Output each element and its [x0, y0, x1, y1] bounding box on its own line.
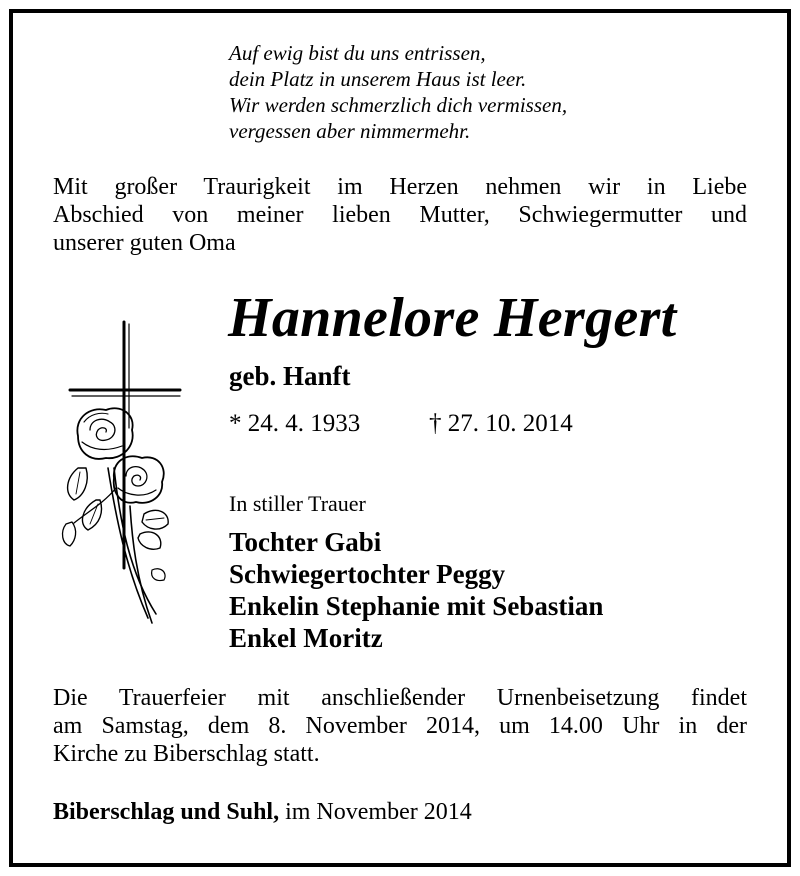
intro-line: Mit großer Traurigkeit im Herzen nehmen wir in Liebe: [53, 174, 747, 200]
poem-line: Wir werden schmerzlich dich vermissen,: [229, 93, 568, 117]
notice-date: im November 2014: [285, 799, 472, 825]
mourner-name: Enkel Moritz: [229, 623, 383, 653]
poem-line: vergessen aber nimmermehr.: [229, 119, 471, 143]
deceased-name: Hannelore Hergert: [228, 287, 677, 349]
birth-date: * 24. 4. 1933: [229, 410, 361, 437]
life-dates: [229, 409, 573, 439]
intro-paragraph: [53, 173, 747, 257]
service-line: am Samstag, dem 8. November 2014, um 14.00 Uhr in der: [53, 713, 747, 739]
service-paragraph: [53, 684, 747, 768]
service-line: Kirche zu Biberschlag statt.: [53, 741, 320, 767]
intro-line: unserer guten Oma: [53, 230, 236, 256]
mourner-name: Enkelin Stephanie mit Sebastian: [229, 591, 604, 621]
maiden-name: geb. Hanft: [229, 361, 351, 391]
mourner-name: Tochter Gabi: [229, 527, 382, 557]
poem: [229, 40, 567, 144]
poem-line: dein Platz in unserem Haus ist leer.: [229, 67, 527, 91]
death-date: † 27. 10. 2014: [429, 410, 573, 437]
place-and-date: [53, 798, 472, 826]
mourner-name: Schwiegertochter Peggy: [229, 559, 506, 589]
cross-and-roses-icon: [56, 318, 188, 638]
service-line: Die Trauerfeier mit anschließender Urnenbeisetzung findet: [53, 685, 747, 711]
mourning-label: In stiller Trauer: [229, 491, 366, 516]
mourners-list: [229, 526, 603, 654]
intro-line: Abschied von meiner lieben Mutter, Schwiegermutter und: [53, 202, 747, 228]
poem-line: Auf ewig bist du uns entrissen,: [229, 41, 486, 65]
locations: Biberschlag und Suhl,: [53, 799, 280, 825]
